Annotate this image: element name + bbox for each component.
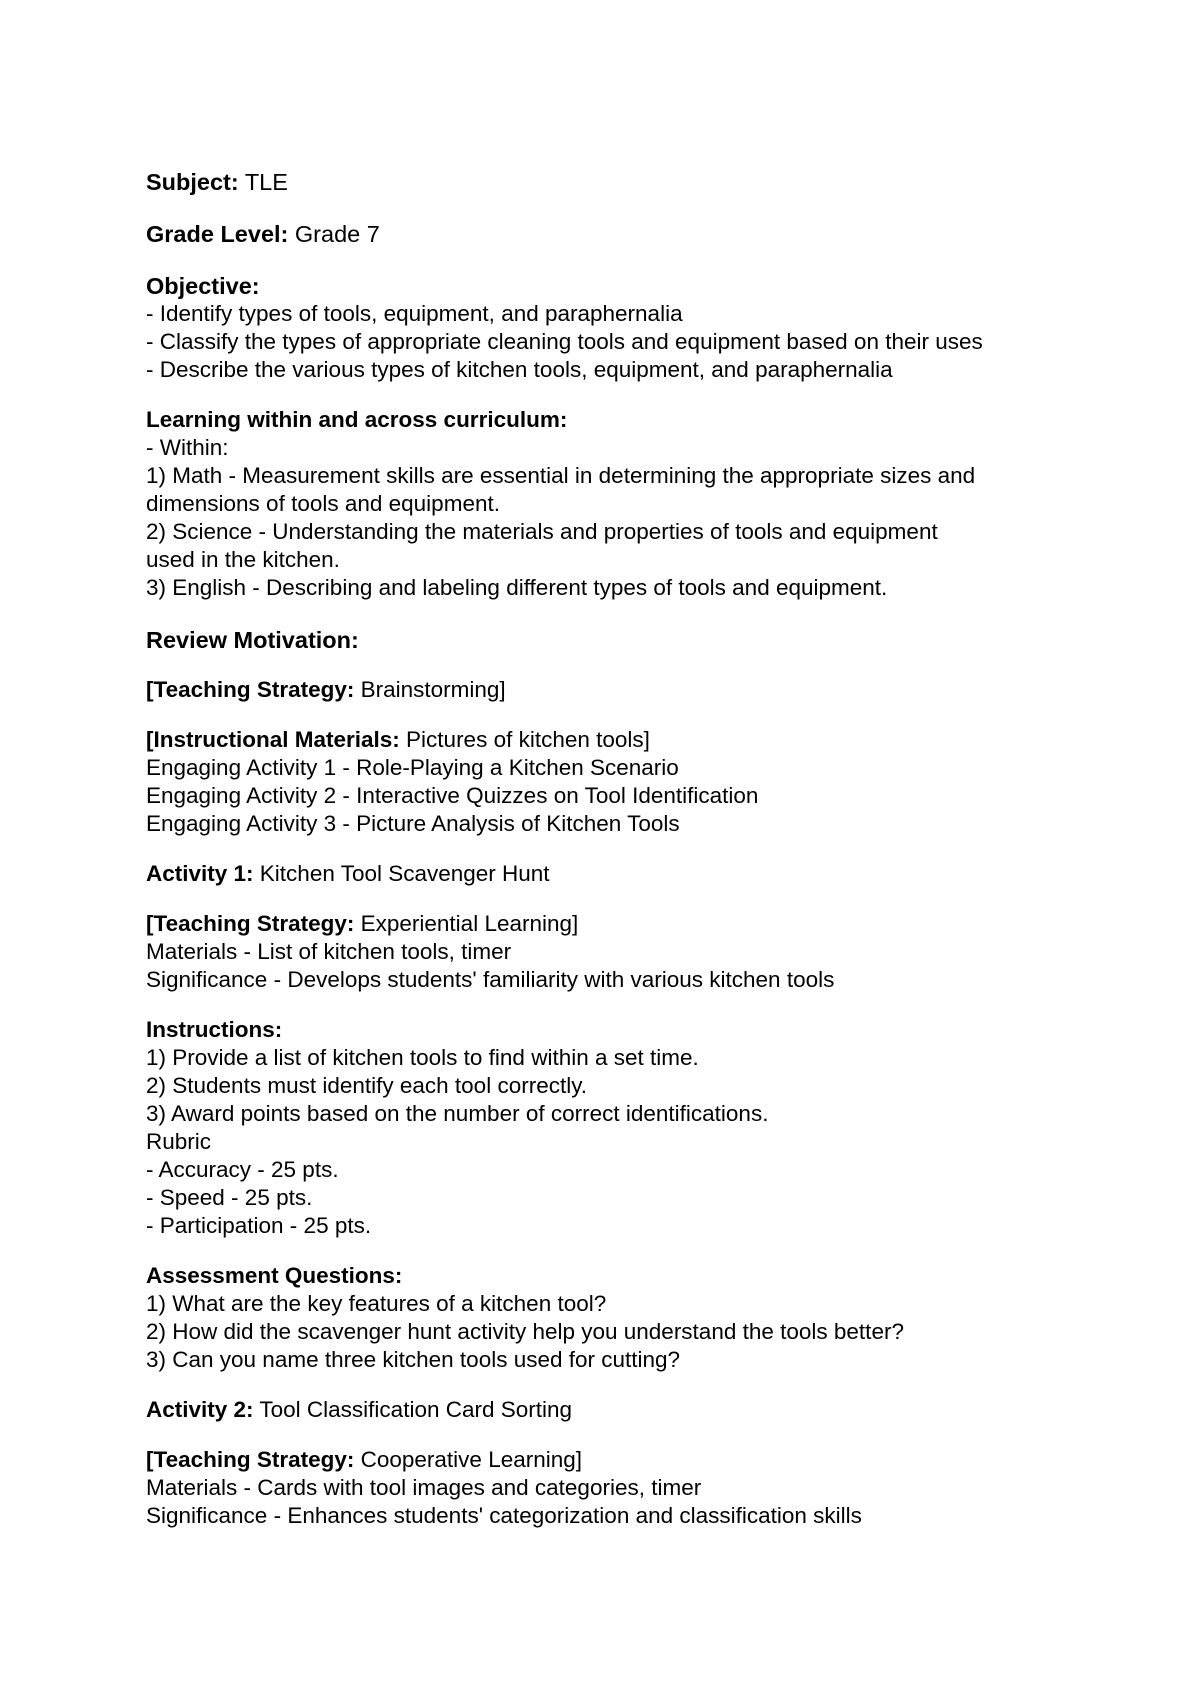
- grade-level-label: Grade Level:: [146, 221, 289, 247]
- activity2-title-line: [146, 1396, 1106, 1424]
- activity1-label: Activity 1:: [146, 861, 254, 886]
- objective-item: - Describe the various types of kitchen tools, equipment, and paraphernalia: [146, 357, 893, 382]
- review-strategy-label: [Teaching Strategy:: [146, 677, 355, 702]
- assessment-question: 1) What are the key features of a kitchen tool?: [146, 1291, 607, 1316]
- assessment-question: 2) How did the scavenger hunt activity help you understand the tools better?: [146, 1319, 904, 1344]
- activity2-strategy-label: [Teaching Strategy:: [146, 1447, 355, 1472]
- activity2-materials: Materials - Cards with tool images and categories, timer: [146, 1475, 702, 1500]
- grade-level-line: [146, 220, 1106, 248]
- rubric-label: Rubric: [146, 1129, 212, 1154]
- review-materials-line: [146, 726, 1106, 754]
- rubric-item: - Accuracy - 25 pts.: [146, 1157, 339, 1182]
- learning-heading: Learning within and across curriculum:: [146, 407, 568, 432]
- objective-item: - Classify the types of appropriate cleaning tools and equipment based on their uses: [146, 329, 983, 354]
- subject-line: [146, 168, 1106, 196]
- activity1-materials: Materials - List of kitchen tools, timer: [146, 939, 512, 964]
- activity1-strategy-label: [Teaching Strategy:: [146, 911, 355, 936]
- review-strategy-value: Brainstorming]: [354, 677, 506, 702]
- activity2-label: Activity 2:: [146, 1397, 254, 1422]
- instruction-line: 3) Award points based on the number of correct identifications.: [146, 1101, 769, 1126]
- rubric-item: - Participation - 25 pts.: [146, 1213, 372, 1238]
- rubric-item: - Speed - 25 pts.: [146, 1185, 313, 1210]
- activity2-significance: Significance - Enhances students' categorization and classification skills: [146, 1503, 862, 1528]
- grade-level-value: Grade 7: [294, 221, 380, 247]
- learning-line: dimensions of tools and equipment.: [146, 491, 500, 516]
- learning-line: used in the kitchen.: [146, 547, 340, 572]
- review-strategy-line: [146, 676, 1106, 704]
- activity2-title: Tool Classification Card Sorting: [253, 1397, 573, 1422]
- objective-item: - Identify types of tools, equipment, and paraphernalia: [146, 301, 683, 326]
- review-materials-label: [Instructional Materials:: [146, 727, 400, 752]
- review-materials-value: Pictures of kitchen tools]: [399, 727, 650, 752]
- subject-value: TLE: [244, 169, 288, 195]
- learning-line: - Within:: [146, 435, 229, 460]
- document-page: [146, 168, 1106, 1530]
- assessment-question: 3) Can you name three kitchen tools used for cutting?: [146, 1347, 681, 1372]
- activity2-strategy-value: Cooperative Learning]: [354, 1447, 583, 1472]
- instruction-line: 2) Students must identify each tool correctly.: [146, 1073, 588, 1098]
- engaging-activity: Engaging Activity 1 - Role-Playing a Kitchen Scenario: [146, 755, 679, 780]
- review-heading: Review Motivation:: [146, 627, 359, 653]
- learning-line: 3) English - Describing and labeling different types of tools and equipment.: [146, 575, 888, 600]
- instructions-heading: Instructions:: [146, 1017, 283, 1042]
- learning-line: 1) Math - Measurement skills are essential in determining the appropriate sizes and: [146, 463, 976, 488]
- activity1-strategy-line: [146, 910, 1106, 938]
- assessment-heading: Assessment Questions:: [146, 1263, 403, 1288]
- learning-line: 2) Science - Understanding the materials and properties of tools and equipment: [146, 519, 938, 544]
- activity1-significance: Significance - Develops students' familiarity with various kitchen tools: [146, 967, 835, 992]
- activity1-title-line: [146, 860, 1106, 888]
- instruction-line: 1) Provide a list of kitchen tools to find within a set time.: [146, 1045, 699, 1070]
- activity1-title: Kitchen Tool Scavenger Hunt: [253, 861, 550, 886]
- objective-heading: Objective:: [146, 273, 260, 299]
- subject-label: Subject:: [146, 169, 239, 195]
- engaging-activity: Engaging Activity 2 - Interactive Quizzes on Tool Identification: [146, 783, 759, 808]
- engaging-activity: Engaging Activity 3 - Picture Analysis of Kitchen Tools: [146, 811, 680, 836]
- activity2-strategy-line: [146, 1446, 1106, 1474]
- activity1-strategy-value: Experiential Learning]: [354, 911, 579, 936]
